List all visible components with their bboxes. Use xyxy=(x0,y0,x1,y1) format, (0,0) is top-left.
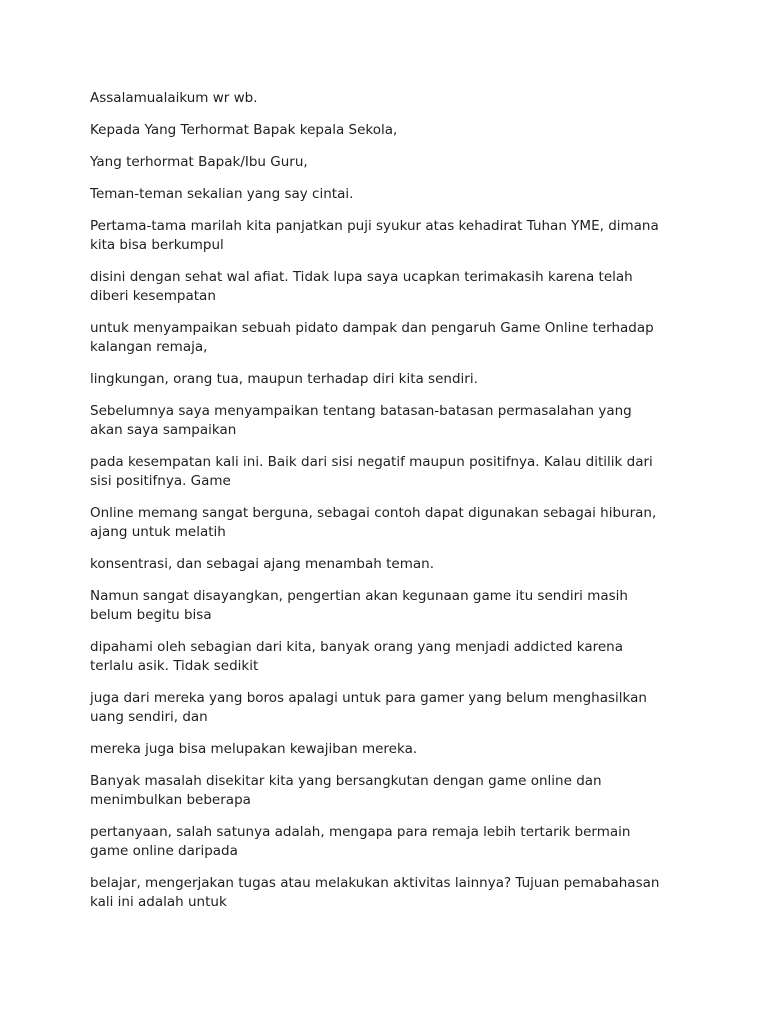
paragraph-line: disini dengan sehat wal afiat. Tidak lupa saya ucapkan terimakasih karena telah xyxy=(90,269,633,285)
paragraph-line: Yang terhormat Bapak/Ibu Guru, xyxy=(90,154,308,170)
paragraph-line: diberi kesempatan xyxy=(90,288,216,304)
paragraph-line: Assalamualaikum wr wb. xyxy=(90,90,258,106)
paragraph-line: Namun sangat disayangkan, pengertian akan kegunaan game itu sendiri masih xyxy=(90,588,628,604)
paragraph xyxy=(90,823,690,861)
paragraph-line: Kepada Yang Terhormat Bapak kepala Sekola, xyxy=(90,122,398,138)
paragraph-line: dipahami oleh sebagian dari kita, banyak orang yang menjadi addicted karena xyxy=(90,639,623,655)
paragraph-line: Banyak masalah disekitar kita yang bersangkutan dengan game online dan xyxy=(90,773,602,789)
paragraph-line: kali ini adalah untuk xyxy=(90,894,227,910)
paragraph-line: pada kesempatan kali ini. Baik dari sisi negatif maupun positifnya. Kalau ditilik dari xyxy=(90,454,653,470)
paragraph-line: menimbulkan beberapa xyxy=(90,792,251,808)
paragraph-line: lingkungan, orang tua, maupun terhadap diri kita sendiri. xyxy=(90,371,478,387)
paragraph-line: Pertama-tama marilah kita panjatkan puji syukur atas kehadirat Tuhan YME, dimana xyxy=(90,218,659,234)
paragraph-line: mereka juga bisa melupakan kewajiban mereka. xyxy=(90,741,418,757)
paragraph xyxy=(90,772,690,810)
paragraph xyxy=(90,689,690,727)
paragraph xyxy=(90,874,690,912)
paragraph xyxy=(90,402,690,440)
paragraph xyxy=(90,268,690,306)
paragraph xyxy=(90,370,690,389)
paragraph xyxy=(90,217,690,255)
paragraph-line: sisi positifnya. Game xyxy=(90,473,231,489)
paragraph-line: kalangan remaja, xyxy=(90,339,208,355)
paragraph-line: Online memang sangat berguna, sebagai contoh dapat digunakan sebagai hiburan, xyxy=(90,505,657,521)
paragraph xyxy=(90,453,690,491)
paragraph xyxy=(90,555,690,574)
paragraph xyxy=(90,504,690,542)
paragraph-line: akan saya sampaikan xyxy=(90,422,237,438)
paragraph xyxy=(90,319,690,357)
paragraph xyxy=(90,89,690,108)
paragraph-line: konsentrasi, dan sebagai ajang menambah teman. xyxy=(90,556,434,572)
paragraph xyxy=(90,638,690,676)
paragraph xyxy=(90,587,690,625)
paragraph-line: ajang untuk melatih xyxy=(90,524,226,540)
paragraph-line: Teman-teman sekalian yang say cintai. xyxy=(90,186,354,202)
paragraph-line: belajar, mengerjakan tugas atau melakukan aktivitas lainnya? Tujuan pemabahasan xyxy=(90,875,660,891)
paragraph-line: untuk menyampaikan sebuah pidato dampak dan pengaruh Game Online terhadap xyxy=(90,320,654,336)
paragraph-line: belum begitu bisa xyxy=(90,607,212,623)
paragraph-line: pertanyaan, salah satunya adalah, mengapa para remaja lebih tertarik bermain xyxy=(90,824,631,840)
paragraph-line: uang sendiri, dan xyxy=(90,709,208,725)
paragraph xyxy=(90,740,690,759)
paragraph-line: kita bisa berkumpul xyxy=(90,237,224,253)
paragraph xyxy=(90,185,690,204)
document-body xyxy=(90,89,690,925)
paragraph-line: Sebelumnya saya menyampaikan tentang batasan-batasan permasalahan yang xyxy=(90,403,632,419)
paragraph xyxy=(90,121,690,140)
paragraph-line: game online daripada xyxy=(90,843,238,859)
paragraph-line: terlalu asik. Tidak sedikit xyxy=(90,658,259,674)
paragraph-line: juga dari mereka yang boros apalagi untuk para gamer yang belum menghasilkan xyxy=(90,690,647,706)
paragraph xyxy=(90,153,690,172)
